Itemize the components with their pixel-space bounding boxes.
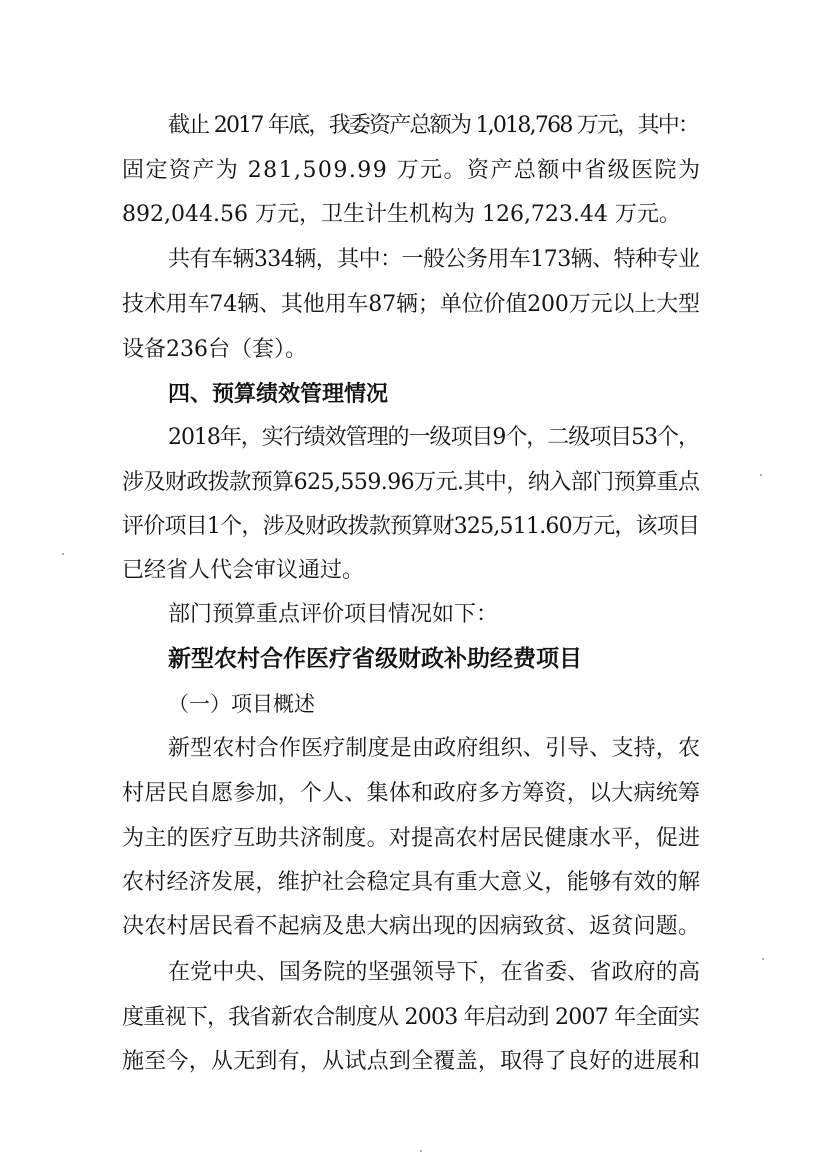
paragraph-line: 固定资产为 281,509.99 万元。资产总额中省级医院为 [122, 158, 702, 183]
paragraph-line: 决农村居民看不起病及患大病出现的因病致贫、返贫问题。 [122, 914, 701, 939]
section-heading: 四、预算绩效管理情况 [168, 381, 389, 407]
paragraph-line: 新型农村合作医疗制度是由政府组织、引导、支持，农 [168, 736, 701, 761]
paragraph-line: 已经省人代会审议通过。 [122, 558, 365, 583]
paragraph-line: 部门预算重点评价项目情况如下： [168, 602, 499, 627]
scan-speck [760, 474, 762, 476]
paragraph-line: 施至今，从无到有，从试点到全覆盖，取得了良好的进展和 [122, 1049, 701, 1074]
scan-speck [420, 1150, 422, 1152]
paragraph-line: 2018年，实行绩效管理的一级项目9个，二级项目53个， [168, 425, 699, 450]
paragraph-line: 村居民自愿参加，个人、集体和政府多方筹资，以大病统筹 [122, 781, 701, 806]
paragraph-line: 共有车辆334辆，其中：一般公务用车173辆、特种专业 [168, 247, 700, 272]
paragraph-line: 技术用车74辆、其他用车87辆；单位价值200万元以上大型 [122, 292, 700, 317]
paragraph-line: 评价项目1个，涉及财政拨款预算财325,511.60万元，该项目 [122, 514, 700, 539]
scan-speck [62, 553, 64, 555]
paragraph-line: 892,044.56 万元，卫生计生机构为 126,723.44 万元。 [122, 202, 681, 227]
paragraph-line: 截止 2017 年底，我委资产总额为 1,018,768 万元，其中： [168, 113, 699, 138]
paragraph-line: 在党中央、国务院的坚强领导下，在省委、省政府的高 [168, 960, 701, 985]
paragraph-line: 涉及财政拨款预算625,559.96万元.其中，纳入部门预算重点 [122, 470, 700, 495]
paragraph-line: 为主的医疗互助共济制度。对提高农村居民健康水平，促进 [122, 826, 701, 851]
paragraph-line: 设备236台（套）。 [122, 337, 307, 362]
paragraph-line: 度重视下，我省新农合制度从 2003 年启动到 2007 年全面实 [122, 1005, 700, 1030]
project-title: 新型农村合作医疗省级财政补助经费项目 [168, 645, 582, 672]
paragraph-line: 农村经济发展，维护社会稳定具有重大意义，能够有效的解 [122, 870, 701, 895]
scan-speck [762, 958, 764, 960]
subsection-heading: （一）项目概述 [168, 692, 315, 716]
